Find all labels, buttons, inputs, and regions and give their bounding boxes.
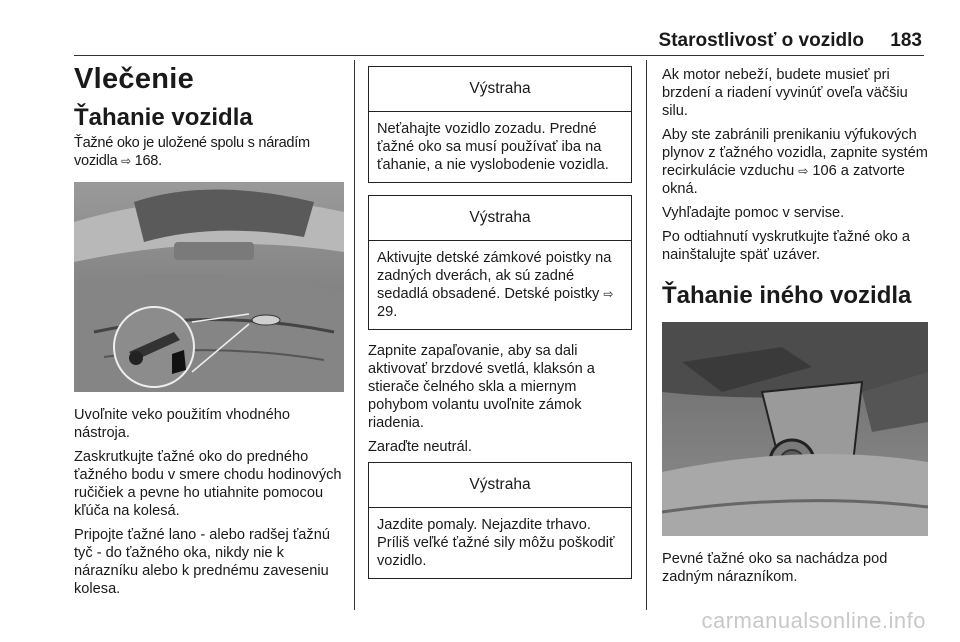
col3-paragraph-2 xyxy=(662,126,928,198)
rear-tow-eye-figure xyxy=(662,322,928,536)
intro-text: Ťažné oko je uložené spolu s náradím vozidla xyxy=(74,135,310,169)
ref-arrow-icon: ⇨ xyxy=(121,154,131,168)
warning-ref: 29. xyxy=(377,304,398,320)
col3-paragraph-2-text: Aby ste zabránili prenikaniu výfukových plynov z ťažného vozidla, zapnite systém recirkulácie vzduchu xyxy=(662,127,928,179)
col1-paragraph-3: Pripojte ťažné lano - alebo radšej ťažnú tyč - do ťažného oka, nikdy nie k nárazníku alebo k prednému zaveseniu kolesa. xyxy=(74,527,330,597)
warning-text: Neťahajte vozidlo zozadu. Predné ťažné oko sa musí používať iba na ťahanie, a nie vyslobodenie vozidla. xyxy=(377,121,609,173)
column-2 xyxy=(368,66,632,591)
warning-box-3 xyxy=(368,462,632,579)
intro-paragraph xyxy=(74,134,344,170)
col3-paragraph-3: Vyhľadajte pomoc v servise. xyxy=(662,205,845,221)
figure-caption: Pevné ťažné oko sa nachádza pod zadným nárazníkom. xyxy=(662,551,888,585)
column-3 xyxy=(662,66,928,592)
page-number: 183 xyxy=(890,30,922,51)
main-heading: Vlečenie xyxy=(74,63,195,95)
warning-body xyxy=(369,112,631,182)
warning-box-1 xyxy=(368,66,632,183)
warning-title: Výstraha xyxy=(369,196,631,241)
col1-paragraph-2: Zaskrutkujte ťažné oko do predného ťažného bodu v smere chodu hodinových ručičiek a pevne ho utiahnite pomocou kľúča na kolesá. xyxy=(74,449,342,519)
intro-ref: 168. xyxy=(134,153,162,169)
col3-paragraph-4: Po odtiahnutí vyskrutkujte ťažné oko a nainštalujte späť uzáver. xyxy=(662,229,911,263)
page-header-title: Starostlivosť o vozidlo xyxy=(658,30,864,51)
col2-paragraph-2: Zaraďte neutrál. xyxy=(368,439,472,455)
warning-box-2 xyxy=(368,195,632,330)
warning-text xyxy=(377,249,623,321)
column-1 xyxy=(74,60,344,604)
ref-arrow-icon: ⇨ xyxy=(798,164,809,178)
column-divider-2 xyxy=(646,60,647,610)
watermark: carmanualsonline.info xyxy=(701,608,926,633)
column-divider-1 xyxy=(354,60,355,610)
header-rule xyxy=(74,55,924,56)
warning-text: Jazdite pomaly. Nejazdite trhavo. Príliš veľké ťažné sily môžu poškodiť vozidlo. xyxy=(377,517,615,569)
sub-heading: Ťahanie vozidla xyxy=(74,104,253,131)
warning-title: Výstraha xyxy=(369,67,631,112)
section-heading: Ťahanie iného vozidla xyxy=(662,282,912,309)
warning-body xyxy=(369,508,631,578)
col1-paragraph-1: Uvoľnite veko použitím vhodného nástroja. xyxy=(74,407,290,441)
tow-hook-front-figure xyxy=(74,182,344,392)
warning-title: Výstraha xyxy=(369,463,631,508)
ref-arrow-icon: ⇨ xyxy=(603,287,614,301)
col3-paragraph-1: Ak motor nebeží, budete musieť pri brzdení a riadení vyvinúť oveľa väčšiu silu. xyxy=(662,67,908,119)
warning-body xyxy=(369,241,631,329)
col2-paragraph-1: Zapnite zapaľovanie, aby sa dali aktivovať brzdové svetlá, klaksón a stierače čelného skla a miernym pohybom volantu uvoľnite zámok riadenia. xyxy=(368,343,595,431)
warning-text-main: Aktivujte detské zámkové poistky na zadných dverách, ak sú zadné sedadlá obsadené. Detské poistky xyxy=(377,250,612,302)
col3-paragraph-2-ref: 106 a zatvorte okná. xyxy=(662,163,905,197)
